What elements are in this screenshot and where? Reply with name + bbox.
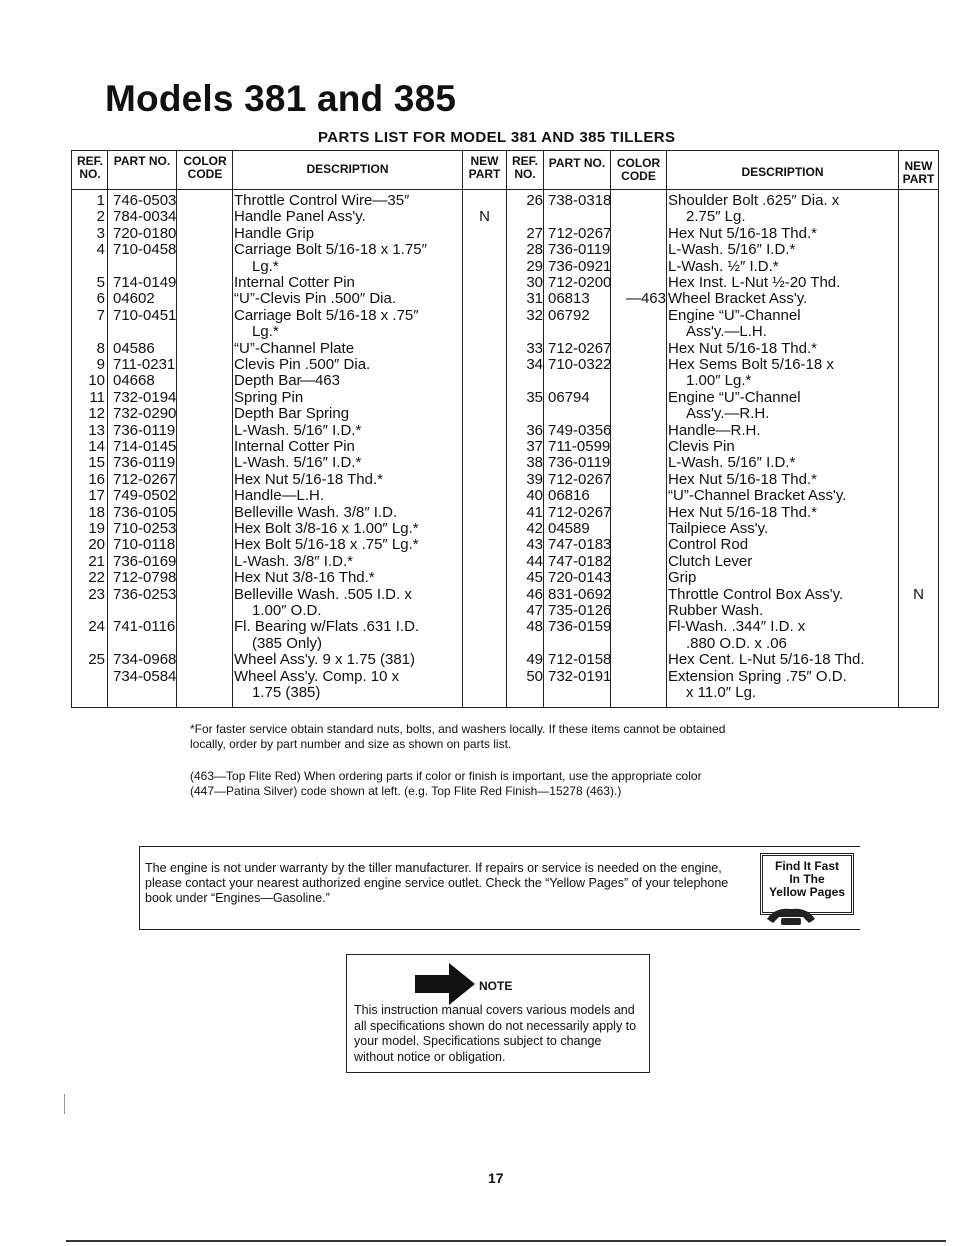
description-cell: L-Wash. 5/16″ I.D.* bbox=[668, 454, 796, 472]
ref-no-cell: 3 bbox=[96, 224, 105, 242]
ref-no-cell: 22 bbox=[88, 569, 105, 587]
description-cell: Rubber Wash. bbox=[668, 602, 764, 619]
ref-no-cell: 23 bbox=[88, 585, 105, 603]
part-no-cell: 06794 bbox=[548, 388, 590, 406]
part-no-cell: 712-0158 bbox=[548, 651, 612, 669]
description-cell: Clutch Lever bbox=[668, 552, 753, 570]
description-cell: “U”-Channel Plate bbox=[234, 339, 355, 357]
part-no-cell: 747-0183 bbox=[548, 536, 612, 554]
ref-no-cell: 50 bbox=[526, 667, 543, 685]
ref-no-cell: 6 bbox=[96, 290, 105, 308]
badge-line: Find It Fast bbox=[775, 859, 839, 873]
description-cell: L-Wash. 5/16″ I.D.* bbox=[234, 454, 362, 472]
description-cell: Hex Inst. L-Nut ½-20 Thd. bbox=[668, 274, 841, 291]
part-no-cell: 741-0116 bbox=[113, 618, 176, 636]
description-cell: Belleville Wash. .505 I.D. x bbox=[234, 585, 412, 603]
header-part-no: PART NO. bbox=[113, 154, 171, 168]
color-note-line: (463—Top Flite Red) When ordering parts if color or finish is important, use the appropriate color bbox=[190, 769, 702, 783]
badge-line: Yellow Pages bbox=[768, 885, 846, 899]
description-cell: Ass'y.—R.H. bbox=[686, 405, 770, 423]
ref-no-cell: 46 bbox=[526, 585, 543, 603]
part-no-cell: 712-0200 bbox=[548, 274, 612, 291]
bottom-rule bbox=[66, 1240, 946, 1242]
part-no-cell: 710-0451 bbox=[113, 306, 177, 324]
description-cell: Shoulder Bolt .625″ Dia. x bbox=[668, 192, 840, 209]
part-no-cell: 749-0356 bbox=[548, 421, 612, 439]
part-no-cell: 736-0119 bbox=[113, 454, 176, 472]
part-no-cell: 720-0180 bbox=[113, 224, 177, 242]
description-cell: Internal Cotter Pin bbox=[234, 274, 355, 291]
description-cell: 2.75″ Lg. bbox=[686, 208, 746, 226]
ref-no-cell: 29 bbox=[526, 257, 543, 275]
description-cell: Hex Bolt 5/16-18 x .75″ Lg.* bbox=[234, 536, 419, 554]
header-ref-no: REF. NO. bbox=[511, 154, 538, 181]
description-cell: (385 Only) bbox=[252, 634, 323, 652]
part-no-cell: 04668 bbox=[113, 372, 155, 390]
description-cell: “U”-Clevis Pin .500″ Dia. bbox=[234, 290, 397, 308]
part-no-cell: 712-0267 bbox=[548, 224, 612, 242]
ref-no-cell: 41 bbox=[526, 503, 543, 521]
part-no-cell: 710-0458 bbox=[113, 241, 177, 259]
description-cell: Fl. Bearing w/Flats .631 I.D. bbox=[234, 618, 420, 636]
description-cell: Wheel Ass'y. Comp. 10 x bbox=[234, 667, 400, 685]
note-box bbox=[346, 954, 650, 1073]
col-divider bbox=[232, 151, 233, 707]
telephone-icon bbox=[765, 905, 817, 927]
part-no-cell: 736-0253 bbox=[113, 585, 177, 603]
description-cell: Throttle Control Wire—35″ bbox=[234, 192, 410, 209]
ref-no-cell: 21 bbox=[88, 552, 105, 570]
part-no-cell: 714-0145 bbox=[113, 438, 177, 455]
description-cell: Hex Nut 5/16-18 Thd.* bbox=[234, 470, 383, 488]
part-no-cell: 732-0191 bbox=[548, 667, 612, 685]
description-cell: Hex Sems Bolt 5/16-18 x bbox=[668, 356, 834, 373]
parts-table bbox=[71, 150, 939, 708]
description-cell: Handle—R.H. bbox=[668, 421, 761, 439]
part-no-cell: 712-0798 bbox=[113, 569, 177, 587]
table-subtitle: PARTS LIST FOR MODEL 381 AND 385 TILLERS bbox=[318, 129, 676, 146]
warranty-notice bbox=[139, 846, 860, 930]
part-no-cell: 04602 bbox=[113, 290, 155, 308]
ref-no-cell: 8 bbox=[96, 339, 105, 357]
description-cell: Depth Bar bbox=[234, 372, 302, 390]
new-part-cell: N bbox=[913, 585, 924, 603]
ref-no-cell: 40 bbox=[526, 487, 543, 505]
part-no-cell: 712-0267 bbox=[113, 470, 177, 488]
ref-no-cell: 49 bbox=[526, 651, 543, 669]
header-description: DESCRIPTION bbox=[306, 162, 389, 176]
note-label: NOTE bbox=[479, 979, 513, 993]
color-code-cell: —463 bbox=[299, 372, 340, 390]
header-description: DESCRIPTION bbox=[741, 165, 824, 179]
part-no-cell: 06816 bbox=[548, 487, 590, 505]
part-no-cell: 747-0182 bbox=[548, 552, 612, 570]
description-cell: Carriage Bolt 5/16-18 x .75″ bbox=[234, 306, 419, 324]
ref-no-cell: 27 bbox=[526, 224, 543, 242]
description-cell: Clevis Pin .500″ Dia. bbox=[234, 356, 371, 373]
ref-no-cell: 15 bbox=[88, 454, 105, 472]
description-cell: .880 O.D. x .06 bbox=[686, 634, 787, 652]
description-cell: Lg.* bbox=[252, 257, 279, 275]
description-cell: Tailpiece Ass'y. bbox=[668, 520, 769, 537]
description-cell: Hex Nut 5/16-18 Thd.* bbox=[668, 503, 817, 521]
header-new-part: NEW PART bbox=[902, 159, 935, 186]
page-number: 17 bbox=[488, 1170, 504, 1186]
ref-no-cell: 1 bbox=[96, 192, 105, 209]
description-cell: x 11.0″ Lg. bbox=[686, 684, 757, 701]
part-no-cell: 784-0034 bbox=[113, 208, 177, 226]
description-cell: Lg.* bbox=[252, 323, 279, 341]
ref-no-cell: 43 bbox=[526, 536, 543, 554]
description-cell: 1.00″ Lg.* bbox=[686, 372, 752, 390]
part-no-cell: 831-0692 bbox=[548, 585, 612, 603]
header-color-code: COLOR CODE bbox=[616, 156, 661, 183]
part-no-cell: 04586 bbox=[113, 339, 155, 357]
ref-no-cell: 30 bbox=[526, 274, 543, 291]
ref-no-cell: 38 bbox=[526, 454, 543, 472]
description-cell: Internal Cotter Pin bbox=[234, 438, 355, 455]
description-cell: Depth Bar Spring bbox=[234, 405, 350, 423]
description-cell: Handle—L.H. bbox=[234, 487, 325, 505]
part-no-cell: 712-0267 bbox=[548, 470, 612, 488]
part-no-cell: 736-0169 bbox=[113, 552, 177, 570]
header-part-no: PART NO. bbox=[548, 156, 606, 170]
part-no-cell: 736-0119 bbox=[548, 454, 611, 472]
description-cell: Ass'y.—L.H. bbox=[686, 323, 767, 341]
description-cell: Clevis Pin bbox=[668, 438, 735, 455]
ref-no-cell: 10 bbox=[88, 372, 105, 390]
description-cell: Engine “U”-Channel bbox=[668, 306, 801, 324]
description-cell: Hex Bolt 3/8-16 x 1.00″ Lg.* bbox=[234, 520, 419, 537]
part-no-cell: 712-0267 bbox=[548, 339, 612, 357]
part-no-cell: 06813 bbox=[548, 290, 590, 308]
part-no-cell: 712-0267 bbox=[548, 503, 612, 521]
col-divider bbox=[462, 151, 463, 707]
ref-no-cell: 31 bbox=[526, 290, 543, 308]
part-no-cell: 710-0322 bbox=[548, 356, 612, 373]
ref-no-cell: 2 bbox=[96, 208, 105, 226]
part-no-cell: 711-0599 bbox=[548, 438, 611, 455]
part-no-cell: 749-0502 bbox=[113, 487, 177, 505]
ref-no-cell: 12 bbox=[88, 405, 105, 423]
part-no-cell: 738-0318 bbox=[548, 192, 612, 209]
header-ref-no: REF. NO. bbox=[76, 154, 103, 181]
description-cell: 1.00″ O.D. bbox=[252, 602, 322, 619]
color-code-note bbox=[190, 769, 702, 799]
ref-no-cell: 5 bbox=[96, 274, 105, 291]
description-cell: L-Wash. 5/16″ I.D.* bbox=[668, 241, 796, 259]
description-cell: Hex Nut 3/8-16 Thd.* bbox=[234, 569, 375, 587]
footnote bbox=[190, 722, 725, 752]
ref-no-cell: 26 bbox=[526, 192, 543, 209]
part-no-cell: 736-0119 bbox=[548, 241, 611, 259]
description-cell: Spring Pin bbox=[234, 388, 304, 406]
description-cell: Handle Grip bbox=[234, 224, 315, 242]
color-code-cell: —463 bbox=[625, 290, 666, 308]
ref-no-cell: 7 bbox=[96, 306, 105, 324]
ref-no-cell: 42 bbox=[526, 520, 543, 537]
ref-no-cell: 16 bbox=[88, 470, 105, 488]
description-cell: Hex Nut 5/16-18 Thd.* bbox=[668, 224, 817, 242]
ref-no-cell: 14 bbox=[88, 438, 105, 455]
description-cell: L-Wash. ½″ I.D.* bbox=[668, 257, 779, 275]
part-no-cell: 720-0143 bbox=[548, 569, 612, 587]
ref-no-cell: 17 bbox=[88, 487, 105, 505]
ref-no-cell: 11 bbox=[89, 388, 105, 406]
col-divider bbox=[666, 151, 667, 707]
part-no-cell: 732-0194 bbox=[113, 388, 177, 406]
ref-no-cell: 4 bbox=[96, 241, 105, 259]
header-new-part: NEW PART bbox=[468, 154, 501, 181]
ref-no-cell: 48 bbox=[526, 618, 543, 636]
badge-line: In The bbox=[789, 872, 825, 886]
ref-no-cell: 28 bbox=[526, 241, 543, 259]
description-cell: Belleville Wash. 3/8″ I.D. bbox=[234, 503, 398, 521]
part-no-cell: 736-0159 bbox=[548, 618, 612, 636]
part-no-cell: 714-0149 bbox=[113, 274, 177, 291]
description-cell: L-Wash. 3/8″ I.D.* bbox=[234, 552, 353, 570]
ref-no-cell: 18 bbox=[88, 503, 105, 521]
color-note-line: (447—Patina Silver) code shown at left. (e.g. Top Flite Red Finish—15278 (463).) bbox=[190, 784, 622, 798]
ref-no-cell: 32 bbox=[526, 306, 543, 324]
part-no-cell: 732-0290 bbox=[113, 405, 177, 423]
description-cell: Wheel Bracket Ass'y. bbox=[668, 290, 808, 308]
ref-no-cell: 9 bbox=[96, 356, 105, 373]
ref-no-cell: 20 bbox=[88, 536, 105, 554]
col-divider bbox=[107, 151, 108, 707]
description-cell: Engine “U”-Channel bbox=[668, 388, 801, 406]
ref-no-cell: 25 bbox=[88, 651, 105, 669]
part-no-cell: 736-0921 bbox=[548, 257, 612, 275]
description-cell: Control Rod bbox=[668, 536, 749, 554]
ref-no-cell: 19 bbox=[88, 520, 105, 537]
ref-no-cell: 45 bbox=[526, 569, 543, 587]
description-cell: Hex Nut 5/16-18 Thd.* bbox=[668, 339, 817, 357]
ref-no-cell: 33 bbox=[526, 339, 543, 357]
description-cell: Hex Cent. L-Nut 5/16-18 Thd. bbox=[668, 651, 865, 669]
note-text: This instruction manual covers various models and all specifications shown do not necessarily apply to your model. Specifications subject to change without notice or obligation. bbox=[354, 1003, 637, 1064]
margin-mark bbox=[64, 1094, 66, 1114]
ref-no-cell: 47 bbox=[526, 602, 543, 619]
ref-no-cell: 24 bbox=[88, 618, 105, 636]
part-no-cell: 710-0253 bbox=[113, 520, 177, 537]
description-cell: Handle Panel Ass'y. bbox=[234, 208, 366, 226]
part-no-cell: 734-0584 bbox=[113, 667, 177, 685]
description-cell: Carriage Bolt 5/16-18 x 1.75″ bbox=[234, 241, 427, 259]
header-color-code: COLOR CODE bbox=[183, 154, 227, 181]
description-cell: Fl-Wash. .344″ I.D. x bbox=[668, 618, 806, 636]
ref-no-cell: 35 bbox=[526, 388, 543, 406]
footnote-line: *For faster service obtain standard nuts, bolts, and washers locally. If these items cannot be obtained bbox=[190, 722, 726, 736]
header-divider bbox=[72, 189, 938, 190]
ref-no-cell: 13 bbox=[88, 421, 105, 439]
part-no-cell: 04589 bbox=[548, 520, 590, 537]
part-no-cell: 734-0968 bbox=[113, 651, 177, 669]
ref-no-cell: 44 bbox=[526, 552, 543, 570]
footnote-line: locally, order by part number and size as shown on parts list. bbox=[190, 737, 512, 751]
warranty-text: The engine is not under warranty by the tiller manufacturer. If repairs or service is needed on the engine, please contact your nearest authorized engine service outlet. Check the “Yellow Pages” of your telephone book under “Engines—Gasoline.” bbox=[145, 861, 729, 905]
right-arrow-icon bbox=[415, 963, 475, 1005]
description-cell: L-Wash. 5/16″ I.D.* bbox=[234, 421, 362, 439]
col-divider bbox=[543, 151, 544, 707]
part-no-cell: 736-0119 bbox=[113, 421, 176, 439]
description-cell: Wheel Ass'y. 9 x 1.75 (381) bbox=[234, 651, 416, 669]
description-cell: “U”-Channel Bracket Ass'y. bbox=[668, 487, 847, 505]
ref-no-cell: 39 bbox=[526, 470, 543, 488]
description-cell: Throttle Control Box Ass'y. bbox=[668, 585, 844, 603]
description-cell: Grip bbox=[668, 569, 697, 587]
part-no-cell: 06792 bbox=[548, 306, 590, 324]
part-no-cell: 711-0231 bbox=[113, 356, 176, 373]
page-title: Models 381 and 385 bbox=[105, 78, 457, 119]
part-no-cell: 735-0126 bbox=[548, 602, 612, 619]
new-part-cell: N bbox=[479, 208, 490, 226]
description-cell: Hex Nut 5/16-18 Thd.* bbox=[668, 470, 817, 488]
ref-no-cell: 37 bbox=[526, 438, 543, 455]
ref-no-cell: 36 bbox=[526, 421, 543, 439]
description-cell: Extension Spring .75″ O.D. bbox=[668, 667, 847, 685]
part-no-cell: 736-0105 bbox=[113, 503, 177, 521]
part-no-cell: 746-0503 bbox=[113, 192, 177, 209]
part-no-cell: 710-0118 bbox=[113, 536, 176, 554]
col-divider bbox=[898, 151, 899, 707]
ref-no-cell: 34 bbox=[526, 356, 543, 373]
description-cell: 1.75 (385) bbox=[252, 684, 321, 701]
